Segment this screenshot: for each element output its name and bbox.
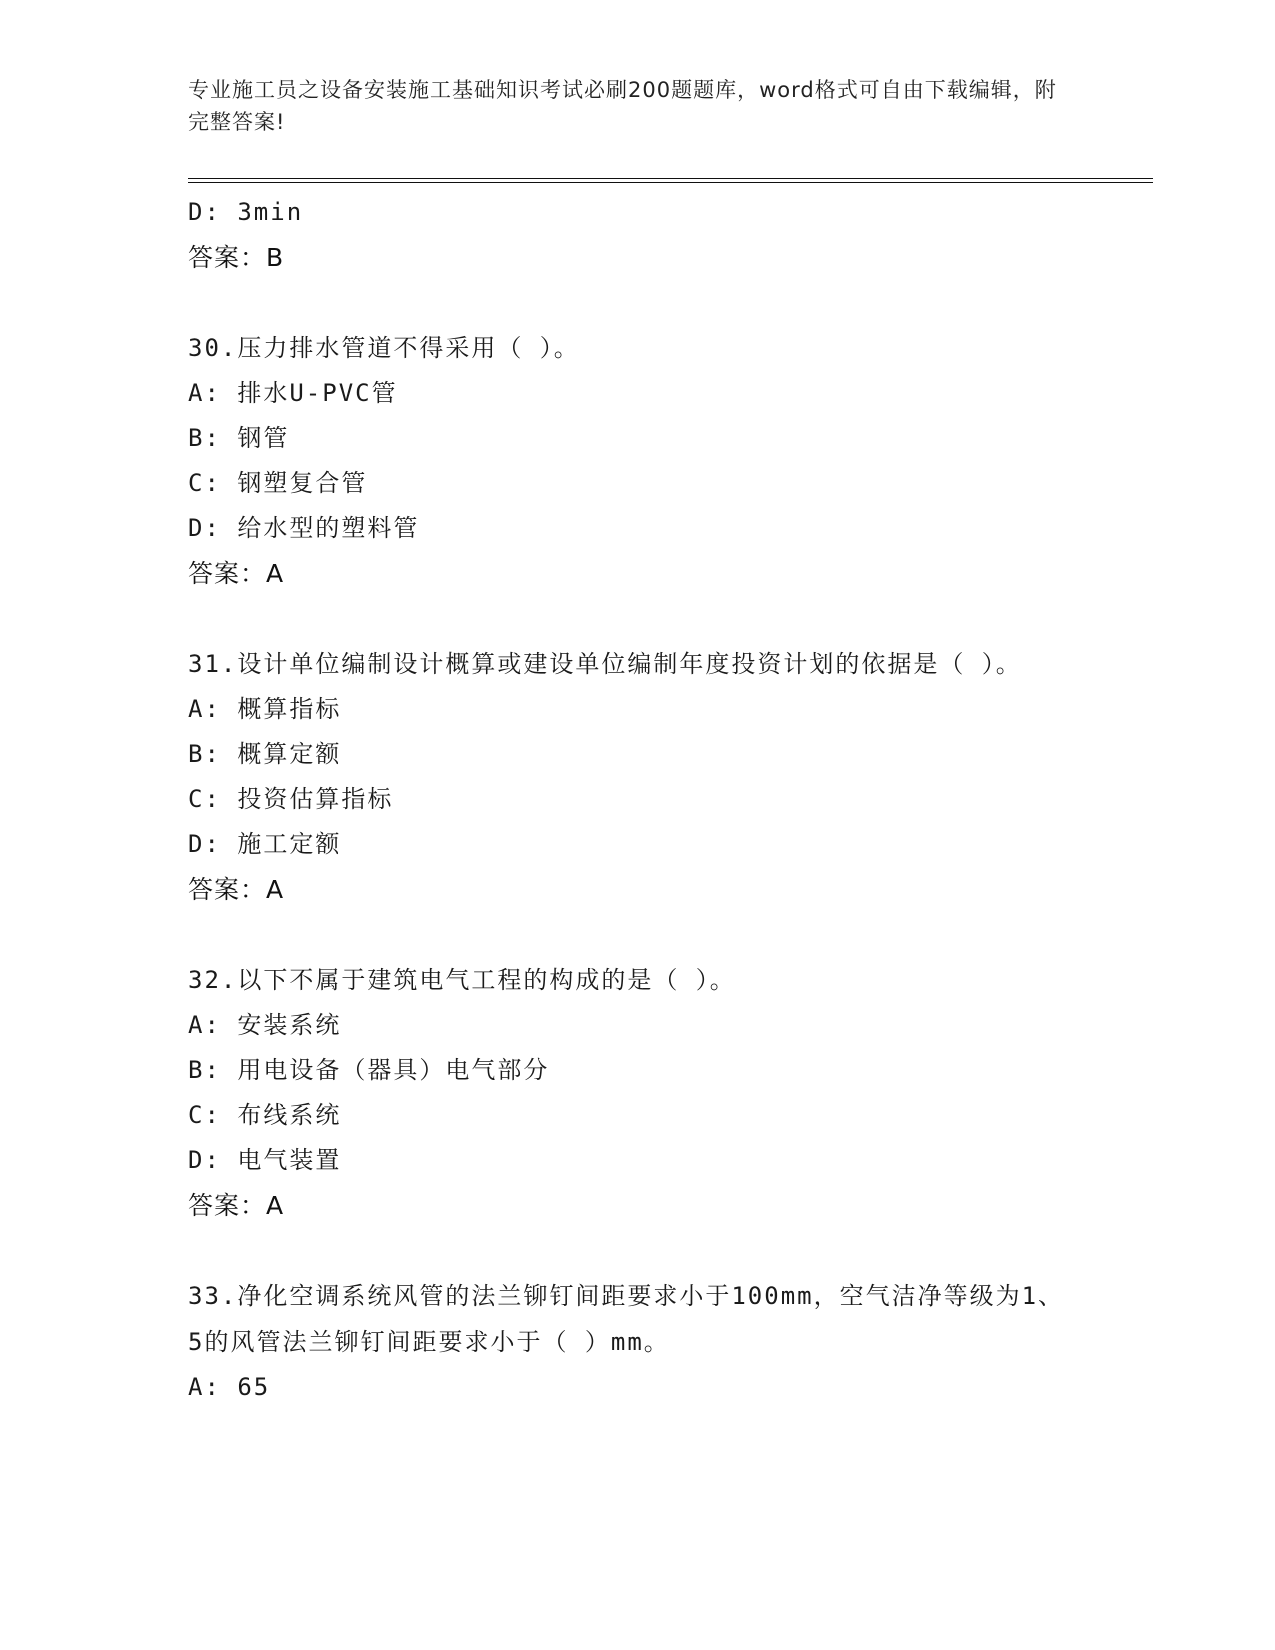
header-rule-bottom [188, 182, 1153, 183]
header-rule-top [188, 178, 1153, 179]
document-header: 专业施工员之设备安装施工基础知识考试必刷200题题库，word格式可自由下载编辑，附完整答案! [188, 78, 1057, 134]
option-a: A: 概算指标 [188, 695, 342, 723]
option-c: C: 钢塑复合管 [188, 469, 368, 497]
question-title: 33.净化空调系统风管的法兰铆钉间距要求小于100mm，空气洁净等级为1、5的风管法兰铆钉间距要求小于（ ）mm。 [188, 1282, 1065, 1356]
option-d: D: 给水型的塑料管 [188, 514, 420, 542]
question-32 [188, 957, 1068, 1228]
document-body [188, 190, 1068, 1410]
question-answer: 答案：A [188, 1191, 285, 1220]
option-a: A: 安装系统 [188, 1011, 342, 1039]
question-title: 31.设计单位编制设计概算或建设单位编制年度投资计划的依据是（ ）。 [188, 650, 1022, 678]
question-33 [188, 1273, 1068, 1410]
question-title: 30.压力排水管道不得采用（ ）。 [188, 334, 580, 362]
option-b: B: 用电设备（器具）电气部分 [188, 1056, 550, 1084]
option-b: B: 钢管 [188, 424, 290, 452]
option-d: D: 施工定额 [188, 830, 342, 858]
prev-question-option-d: D: 3min [188, 198, 304, 226]
question-31 [188, 641, 1068, 912]
option-d: D: 电气装置 [188, 1146, 342, 1174]
question-30 [188, 325, 1068, 596]
option-c: C: 布线系统 [188, 1101, 342, 1129]
option-a: A: 排水U-PVC管 [188, 379, 398, 407]
option-c: C: 投资估算指标 [188, 785, 394, 813]
question-answer: 答案：A [188, 875, 285, 904]
option-b: B: 概算定额 [188, 740, 342, 768]
question-answer: 答案：A [188, 559, 285, 588]
prev-question-answer: 答案：B [188, 243, 285, 272]
option-a: A: 65 [188, 1373, 271, 1401]
question-title: 32.以下不属于建筑电气工程的构成的是（ ）。 [188, 966, 736, 994]
